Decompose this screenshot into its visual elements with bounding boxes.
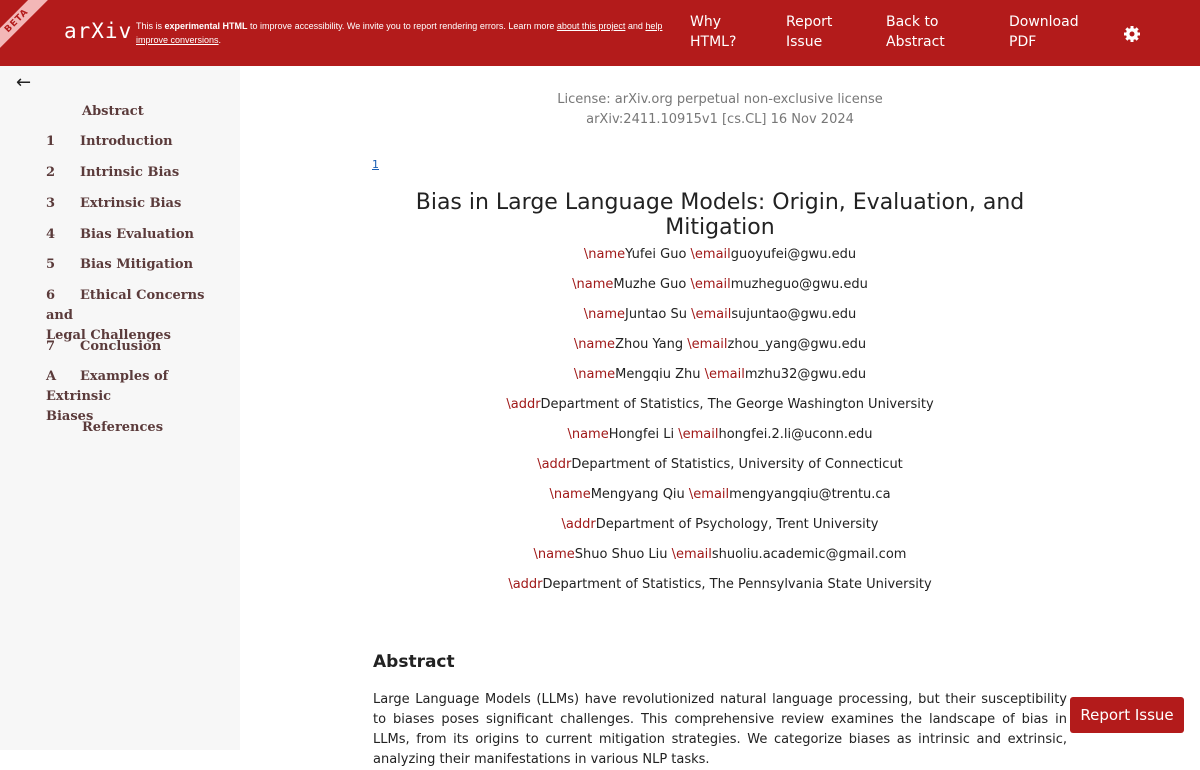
paper-content	[240, 66, 1200, 767]
toc-item-conclusion[interactable]	[46, 337, 226, 357]
affiliation-line	[380, 456, 1060, 474]
why-html-line1: Why	[690, 14, 722, 30]
author-text: Muzhe Guo	[613, 277, 691, 292]
beta-ribbon	[0, 0, 66, 66]
affiliation-text: Department of Psychology, Trent University	[595, 517, 879, 532]
latex-cmd: \addr	[537, 457, 572, 472]
affiliation-text: Department of Statistics, The Pennsylvania State University	[542, 577, 932, 592]
arrow-left-icon[interactable]: ←	[16, 72, 32, 93]
back-to-abstract-line1: Back to	[886, 14, 939, 30]
author-email: guoyufei@gwu.edu	[730, 247, 857, 262]
author-text: Mengqiu Zhu	[615, 367, 705, 382]
toc-item-bias-mitigation[interactable]	[46, 255, 226, 275]
toc-label-line2: Legal Challenges	[46, 328, 171, 343]
arxiv-id: arXiv:2411.10915v1 [cs.CL] 16 Nov 2024	[586, 112, 854, 127]
back-to-abstract-link[interactable]	[886, 12, 945, 52]
toc-item-introduction[interactable]	[46, 132, 226, 152]
toc-label: Examples of Extrinsic	[46, 369, 169, 404]
author-line	[380, 336, 1060, 354]
notice-and: and	[625, 21, 646, 31]
author-text: Yufei Guo	[625, 247, 691, 262]
author-email: mengyangqiu@trentu.ca	[729, 487, 891, 502]
latex-cmd: \email	[690, 247, 731, 262]
author-email: zhou_yang@gwu.edu	[727, 337, 867, 352]
license-block	[480, 90, 960, 130]
notice-mid: to improve accessibility. We invite you to report rendering errors. Learn more	[247, 21, 557, 31]
why-html-line2: HTML?	[690, 34, 737, 50]
author-email: hongfei.2.li@uconn.edu	[718, 427, 873, 442]
affiliation-line	[380, 516, 1060, 534]
notice-prefix: This is	[136, 21, 165, 31]
about-project-link[interactable]: about this project	[556, 21, 626, 31]
toc-label: Bias Evaluation	[80, 227, 194, 242]
toc-item-abstract[interactable]	[82, 102, 262, 122]
report-issue-line1: Report	[786, 14, 833, 30]
toc-label-line2: Biases	[46, 409, 94, 424]
toc-num: 2	[46, 165, 56, 180]
latex-cmd: \email	[678, 427, 719, 442]
latex-cmd: \email	[690, 277, 731, 292]
latex-cmd: \email	[671, 547, 712, 562]
latex-cmd: \addr	[508, 577, 543, 592]
toc-label: Ethical Concerns and	[46, 288, 205, 323]
toc-num: 6	[46, 288, 56, 303]
latex-cmd: \name	[572, 277, 614, 292]
author-email: shuoliu.academic@gmail.com	[711, 547, 907, 562]
author-email: muzheguo@gwu.edu	[730, 277, 868, 292]
affiliation-text: Department of Statistics, The George Washington University	[540, 397, 934, 412]
toc-item-extrinsic-bias[interactable]	[46, 194, 226, 214]
toc-num: 1	[46, 134, 56, 149]
toc-num: 3	[46, 196, 56, 211]
latex-cmd: \name	[573, 337, 616, 352]
toc-label: Introduction	[80, 134, 173, 149]
author-line	[380, 366, 1060, 384]
author-text: Mengyang Qiu	[590, 487, 689, 502]
author-line	[380, 486, 1060, 504]
author-text: Hongfei Li	[608, 427, 679, 442]
latex-cmd: \email	[687, 337, 728, 352]
help-improve-link[interactable]: help improve conversions	[136, 21, 663, 45]
abstract-text: Large Language Models (LLMs) have revolutionized natural language processing, but their susceptibility to biases poses significant challenges. This comprehensive review examines the landscape of bias in LLMs, from its origins to current mitigation strategies. We categorize biases as intrinsic and extrinsic, analyzing their manifestations in various NLP tasks.	[373, 692, 1067, 767]
back-to-abstract-line2: Abstract	[886, 34, 945, 50]
latex-cmd: \addr	[506, 397, 541, 412]
toc-label: Intrinsic Bias	[80, 165, 180, 180]
author-email: mzhu32@gwu.edu	[744, 367, 867, 382]
author-text: Juntao Su	[625, 307, 692, 322]
latex-cmd: \email	[688, 487, 730, 502]
latex-cmd: \name	[533, 547, 575, 562]
author-text: Shuo Shuo Liu	[574, 547, 672, 562]
notice-end: .	[218, 35, 222, 45]
toc-num: A	[46, 369, 57, 384]
toc-label: Conclusion	[80, 339, 162, 354]
toc-label: Extrinsic Bias	[80, 196, 182, 211]
author-line	[380, 306, 1060, 324]
toc-label: References	[82, 420, 164, 435]
latex-cmd: \name	[583, 247, 626, 262]
author-line	[380, 426, 1060, 444]
latex-cmd: \email	[691, 307, 732, 322]
why-html-link[interactable]	[690, 12, 736, 52]
report-issue-button[interactable]: Report Issue	[1070, 697, 1184, 733]
author-email: sujuntao@gwu.edu	[731, 307, 857, 322]
gear-icon[interactable]	[1120, 22, 1144, 46]
experimental-notice	[136, 19, 676, 47]
latex-cmd: \name	[583, 307, 626, 322]
abstract-heading: Abstract	[373, 652, 455, 672]
paper-title: Bias in Large Language Models: Origin, Evaluation, and Mitigation	[415, 190, 1025, 240]
toc-sidebar	[0, 66, 240, 750]
toc-label: Abstract	[82, 104, 144, 119]
affiliation-text: Department of Statistics, University of Connecticut	[571, 457, 903, 472]
top-banner	[0, 0, 1200, 66]
download-pdf-line2: PDF	[1009, 34, 1037, 50]
notice-bold: experimental HTML	[164, 21, 248, 31]
author-line	[380, 546, 1060, 564]
author-line	[380, 276, 1060, 294]
toc-label: Bias Mitigation	[80, 257, 194, 272]
affiliation-line	[380, 396, 1060, 414]
report-issue-line2: Issue	[786, 34, 823, 50]
toc-item-intrinsic-bias[interactable]	[46, 163, 226, 183]
latex-cmd: \name	[573, 367, 616, 382]
toc-item-references[interactable]	[82, 418, 262, 438]
toc-item-bias-evaluation[interactable]	[46, 225, 226, 245]
affiliation-line	[380, 576, 1060, 594]
author-text: Zhou Yang	[615, 337, 688, 352]
toc-num: 5	[46, 257, 56, 272]
latex-cmd: \addr	[561, 517, 596, 532]
latex-cmd: \name	[549, 487, 591, 502]
latex-cmd: \email	[704, 367, 745, 382]
license-text: License: arXiv.org perpetual non-exclusive license	[557, 92, 883, 107]
beta-label: BETA	[0, 0, 54, 58]
latex-cmd: \name	[567, 427, 609, 442]
download-pdf-line1: Download	[1009, 14, 1079, 30]
download-pdf-link[interactable]	[1009, 12, 1079, 52]
toc-num: 4	[46, 227, 56, 242]
toc-num: 7	[46, 339, 56, 354]
author-line	[380, 246, 1060, 264]
footnote-link[interactable]: 1	[372, 158, 379, 171]
arxiv-logo[interactable]: arXiv	[64, 19, 133, 43]
report-issue-link[interactable]	[786, 12, 832, 52]
